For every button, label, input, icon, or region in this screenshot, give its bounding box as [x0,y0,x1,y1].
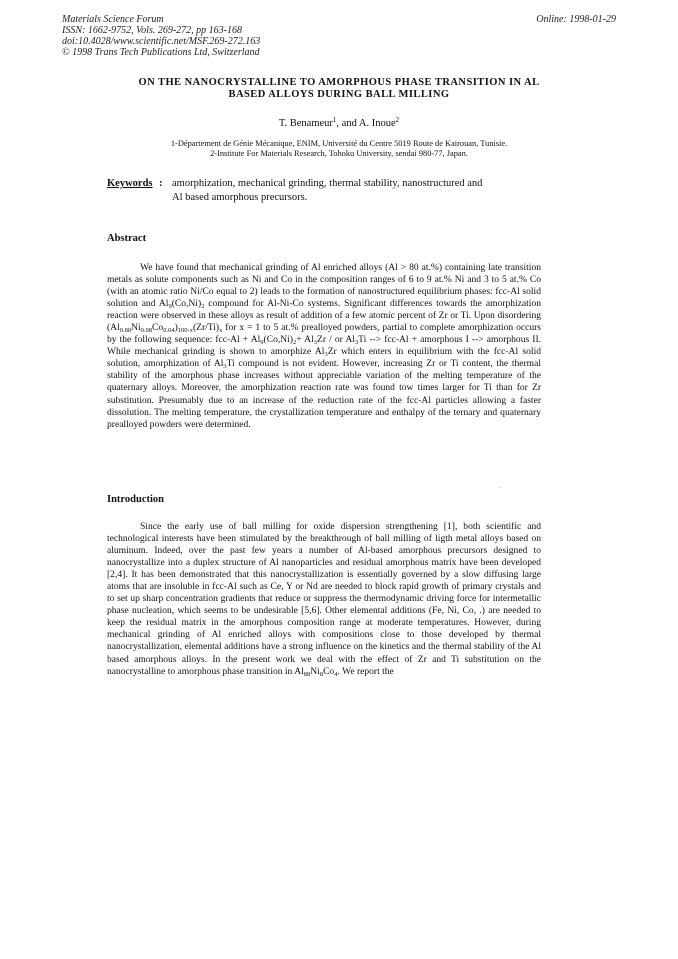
title-line-2: BASED ALLOYS DURING BALL MILLING [228,89,450,100]
abstract-text-5: Co [152,322,164,334]
abstract-text-8: for x = 1 to 5 at.% prealloyed powders, partial to complete amorphization occurs by the following sequence: fcc-Al + Al [107,322,541,346]
issn-line: ISSN: 1662-9752, Vols. 269-272, pp 163-168 [62,25,242,36]
keywords-label [107,177,153,191]
author-1: T. Benameur [278,118,333,129]
abstract-text-4: Ni [131,322,141,334]
abstract-text-12: Ti --> fcc-Al + amorphous I --> amorphous II. While mechanical grinding is shown to amorphize Al [107,334,542,358]
author-1-mark: 1 [332,116,337,124]
journal-name: Materials Science Forum [62,14,164,25]
abstract-text-1: We have found that mechanical grinding of Al enriched alloys (Al > 80 at.%) containing late transition metals as solute components such as Ni and Co in the composition ranges of 6 to 9 at.% Ni and 3 to 5 at.% Co (with an atomic ratio Ni/Co equal to 2) leads to the formation of nanostructured equilibrium phases: fcc-Al solid solution and Al [107,262,541,310]
keywords-colon: : [159,178,163,189]
abstract-sub-13: 3 [223,363,227,371]
scan-speck [500,487,501,488]
author-2-mark: 2 [395,116,400,124]
keywords-label-text: Keywords [107,178,153,189]
journal-header [62,14,422,58]
abstract-sub-1: 9 [168,303,172,311]
abstract-sub-5: 0.04 [163,327,175,335]
intro-text-1: Since the early use of ball milling for oxide dispersion strengthening [1], both scientific and technological interests have been stimulated by the breakthrough of ball milling of ligth metal alloys based on aluminum. Indeed, over the past few years a number of Al-based amorphous precursors designed to nanocrystallize into a duplex structure of Al nanoparticles and residual amorphous matrix have been developed [2,4]. It has been demonstrated that this nanocrystallization is essentially governed by a slow diffusing large atoms that are insoluble in fcc-Al such as Ce, Y or Nd are needed to block rapid growth of primary crystals and to set up sharp concentration gradients that reduce or suppress the thermodynamic driving force for intermetallic phase nucleation, which seems to be undesirable [5,6]. Other elemental additions (Fe, Ni, Co, .) are needed to keep the residual matrix in the amorphous composition range at moderate temperatures. However, during mechanical grinding of Al enriched alloys with compositions close to those developed by thermal nanocrystallization, elemental additions have a strong influence on the kinetics and the thermal stability of the Al based amorphous alloys. In the present work we deal with the effect of Zr and Ti substitution on the nanocrystalline to amorphous phase transition in Al [107,521,541,677]
abstract-heading: Abstract [107,233,147,244]
abstract-sub-3: 0.88 [119,327,132,335]
affiliation-1: 1-Département de Génie Mécanique, ENIM, Université du Centre 5019 Route de Kairouan, Tunisie. [170,139,508,148]
introduction-heading: Introduction [107,494,164,505]
abstract-sub-12: 3 [324,351,328,359]
abstract-sub-6: 100-x [177,327,193,335]
abstract-text-14: Ti compound is not evident. However, increasing Zr or Ti content, the thermal stability of the amorphous phase increases without appreciable variation of the melting temperature of the quaternary alloys. Moreover, the amorphization reaction rate was found tow times larger for Ti than for Zr substitution. Presumably due to an increase of the reduction rate of the fcc-Al particles allowing a faster dissolution. The melting temperature, the crystallization temperature and enthalpy of the ternary and quaternary prealloyed powders were determined. [107,358,541,430]
paper-title [100,77,578,101]
abstract-text-3: compound for Al-Ni-Co systems. Significant differences towards the amorphization reaction were observed in these alloys as result of addition of a few atomic percent of Zr or Ti. Upon disordering (Al [107,298,541,334]
abstract-text-7: (Zr/Ti) [192,322,220,334]
intro-sub-1: 88 [303,670,311,678]
doi-line[interactable]: doi:10.4028/www.scientific.net/MSF.269-272.163 [62,36,261,47]
abstract-text-11: Zr / or Al [316,334,355,346]
affiliation-2: 2-Institute For Materials Research, Tohoku University, sendai 980-77, Japan. [210,149,468,158]
introduction-paragraph [107,521,541,678]
abstract-text-6: ) [174,322,178,334]
intro-text-2: Ni [310,665,320,677]
copyright-line: © 1998 Trans Tech Publications Ltd, Switzerland [62,47,260,58]
abstract-text-10: + Al [296,334,314,346]
abstract-sub-11: 3 [354,339,359,347]
abstract-sub-4: 0.08 [140,327,153,335]
abstract-sub-10: 3 [313,339,317,347]
affiliations [100,139,578,159]
authors-line [100,118,578,130]
abstract-sub-2: 2 [201,303,205,311]
abstract-sub-9: 2 [292,339,297,347]
keywords-text: amorphization, mechanical grinding, thermal stability, nanostructured and Al based amorphous precursors. [172,178,483,203]
title-line-1: ON THE NANOCRYSTALLINE TO AMORPHOUS PHASE TRANSITION IN AL [138,77,540,88]
abstract-sub-7: x [219,327,223,335]
author-2: A. Inoue [358,118,396,129]
abstract-sub-8: 9 [260,339,264,347]
intro-text-3: Co [323,665,335,677]
abstract-text-2: (Co,Ni) [171,298,202,310]
online-date: Online: 1998-01-29 [536,14,616,25]
intro-sub-3: 4 [334,670,338,678]
intro-sub-2: 8 [319,670,324,678]
author-joiner: , and [336,118,359,129]
abstract-text-9: (Co,Ni) [263,334,293,346]
abstract-text-13: Zr which enters in equilibrium with the fcc-Al solid solution, amorphization of Al [107,346,541,370]
abstract-paragraph [107,262,541,431]
intro-text-4: . We report the [337,665,394,677]
